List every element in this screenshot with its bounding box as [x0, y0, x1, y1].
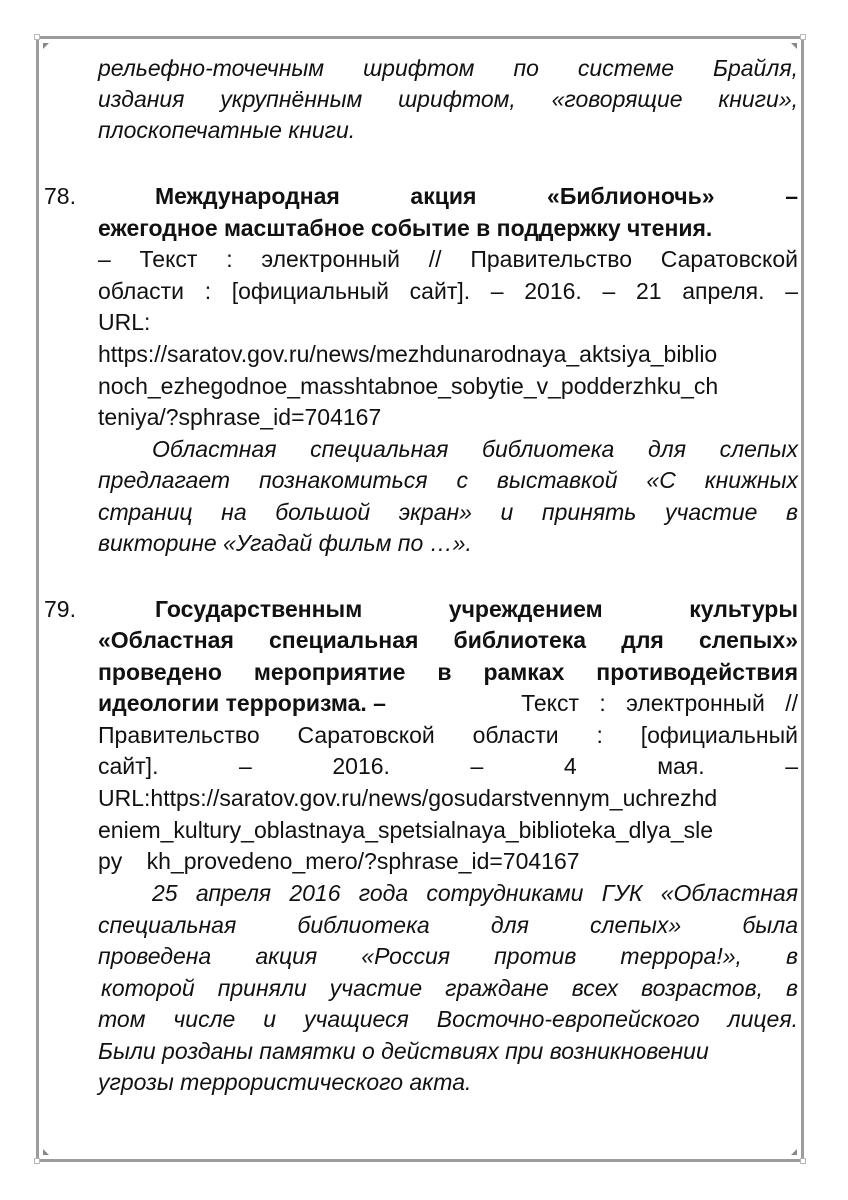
corner-triangle-icon	[791, 1149, 797, 1155]
annotation-line: том числе и учащиеся Восточно-европейского лицея.	[98, 1006, 798, 1032]
citation-line: сайт]. – 2016. – 4 мая. –	[98, 753, 798, 779]
corner-triangle-icon	[43, 43, 49, 49]
url-line[interactable]: eniem_kultury_oblastnaya_spetsialnaya_biblioteka_dlya_sle	[98, 817, 714, 843]
url-line[interactable]: https://saratov.gov.ru/news/mezhdunarodnaya_aktsiya_biblio	[98, 341, 718, 367]
annotation-line: Были розданы памятки о действиях при возникновении	[98, 1038, 709, 1064]
citation-text: – Текст : электронный // Правительство Саратовской	[98, 246, 798, 272]
citation-line	[98, 244, 798, 274]
url-line[interactable]: URL:https://saratov.gov.ru/news/gosudarstvennym_uchrezhd	[98, 785, 718, 811]
text-line: издания укрупнённым шрифтом, «говорящие книги»,	[98, 86, 798, 112]
citation-text: Текст : электронный //	[521, 690, 798, 716]
corner-triangle-icon	[791, 43, 797, 49]
text-line: плоскопечатные книги.	[98, 117, 356, 143]
title-citation-line	[98, 688, 798, 718]
entry-title-line: идеологии терроризма. –	[98, 690, 386, 716]
url-line[interactable]: noch_ezhegodnoe_masshtabnoe_sobytie_v_podderzhku_ch	[98, 373, 719, 399]
annotation-line: проведена акция «Россия против террора!», в	[98, 943, 798, 969]
annotation-line: угрозы террористического акта.	[98, 1069, 472, 1095]
text-line: рельефно-точечным шрифтом по системе Брайля,	[98, 55, 798, 81]
annotation-line: Областная специальная библиотека для слепых	[152, 436, 798, 462]
citation-line: области : [официальный сайт]. – 2016. – 21 апреля. –	[98, 278, 798, 304]
annotation-line: которой приняли участие граждане всех возрастов, в	[101, 975, 798, 1001]
frame-corner-marker	[800, 34, 806, 40]
annotation-line: викторине «Угадай фильм по …».	[98, 530, 472, 556]
frame-corner-marker	[34, 34, 40, 40]
url-line[interactable]: teniya/?sphrase_id=704167	[98, 404, 382, 430]
entry-title-line: «Областная специальная библиотека для слепых»	[98, 627, 798, 653]
citation-line: URL:	[98, 309, 151, 335]
annotation-line: 25 апреля 2016 года сотрудниками ГУК «Областная	[152, 880, 798, 906]
annotation-line: страниц на большой экран» и принять участие в	[98, 499, 798, 525]
frame-corner-marker	[800, 1158, 806, 1164]
corner-triangle-icon	[43, 1149, 49, 1155]
entry-number: 78.	[44, 183, 76, 209]
entry-title-line: Международная акция «Библионочь» –	[155, 183, 798, 209]
entry-title-line: Государственным учреждением культуры	[155, 596, 798, 622]
frame-corner-marker	[34, 1158, 40, 1164]
citation-line: Правительство Саратовской области : [официальный	[98, 722, 798, 748]
annotation-line: предлагает познакомиться с выставкой «С книжных	[98, 467, 798, 493]
url-line[interactable]: py kh_provedeno_mero/?sphrase_id=704167	[98, 848, 580, 874]
entry-number: 79.	[44, 596, 76, 622]
annotation-line: специальная библиотека для слепых» была	[98, 912, 798, 938]
entry-title-line: ежегодное масштабное событие в поддержку чтения.	[98, 215, 713, 241]
entry-title-line: проведено мероприятие в рамках противодействия	[98, 659, 798, 685]
